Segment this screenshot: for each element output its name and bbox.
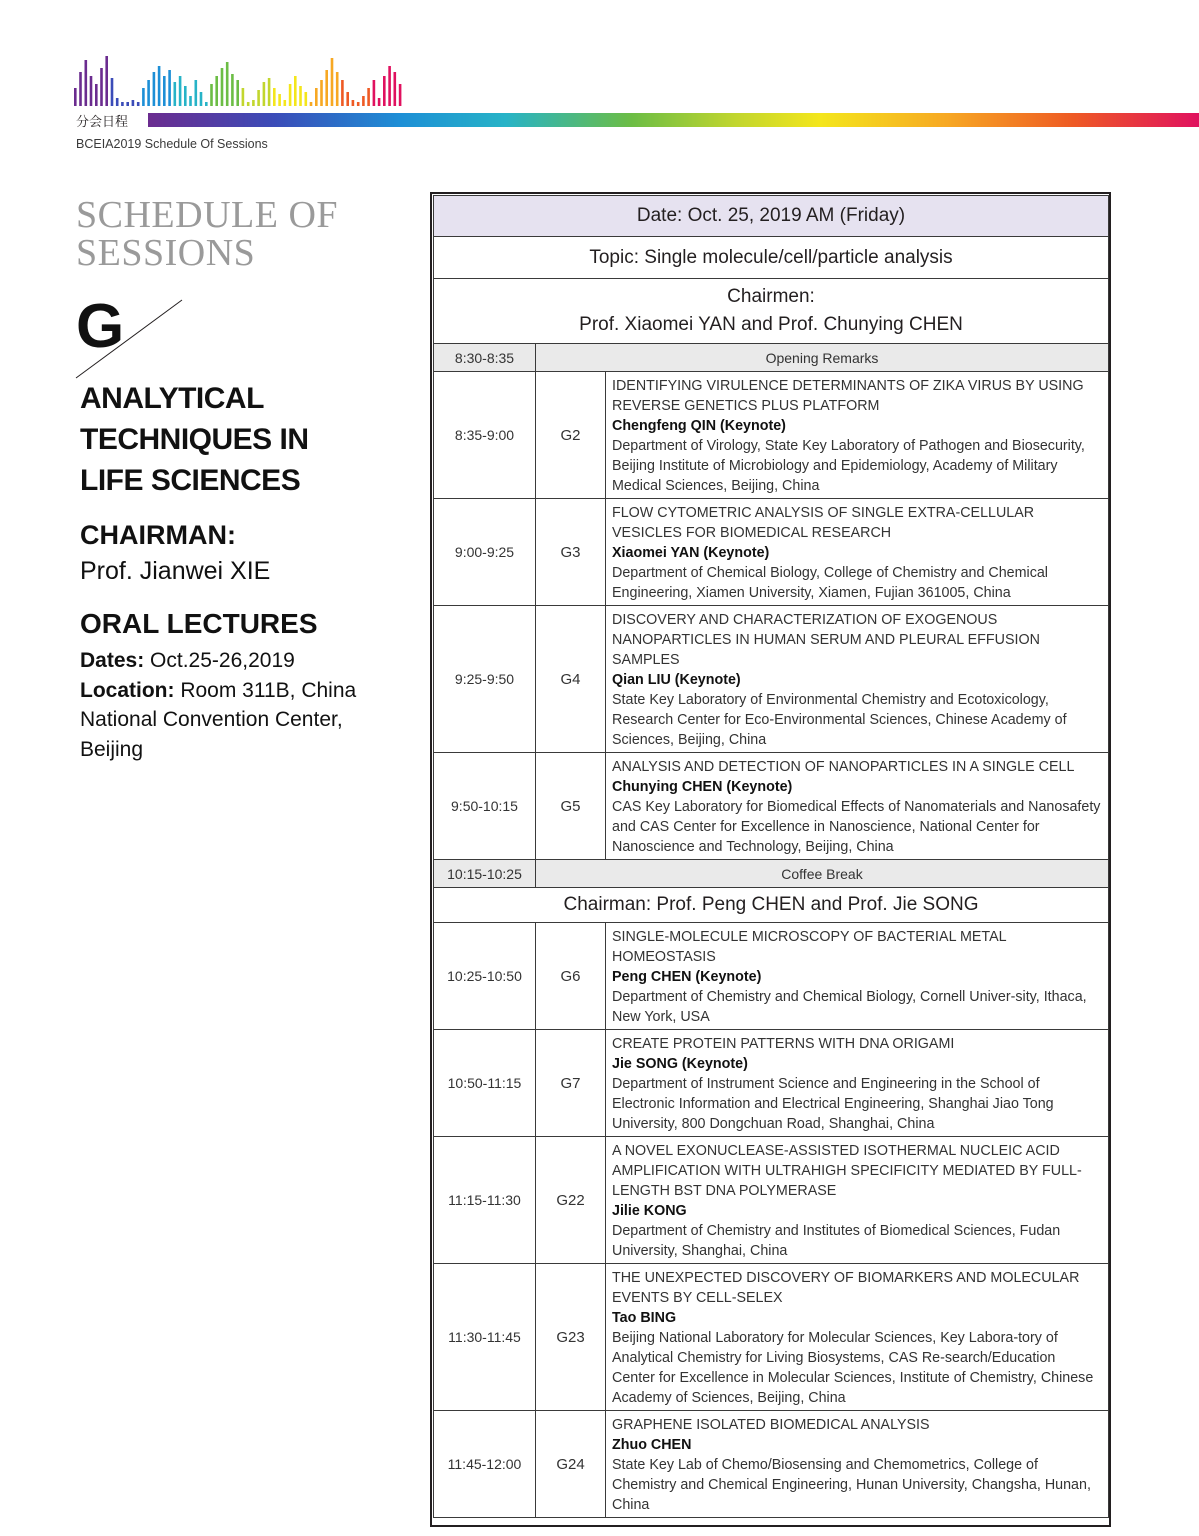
logo-bar [315, 88, 318, 106]
talk-time: 9:25-9:50 [434, 606, 536, 753]
session-title-line-2: TECHNIQUES IN [80, 423, 309, 456]
talk-speaker: Peng CHEN (Keynote) [612, 968, 762, 985]
logo-bar [378, 98, 381, 106]
header-gradient-line [148, 113, 1199, 127]
logo-bar [226, 62, 229, 106]
talk-row [434, 753, 1109, 860]
date-row [434, 196, 1109, 237]
talk-time: 11:30-11:45 [434, 1264, 536, 1411]
dates-value: Oct.25-26,2019 [144, 649, 295, 672]
logo-bar [247, 102, 250, 106]
logo-bar [299, 86, 302, 106]
talk-code: G6 [536, 923, 606, 1030]
talk-time: 9:00-9:25 [434, 499, 536, 606]
logo-bar [221, 68, 224, 106]
chairmen-row [434, 279, 1109, 344]
talk-time: 11:15-11:30 [434, 1137, 536, 1264]
talk-speaker: Chengfeng QIN (Keynote) [612, 417, 786, 434]
logo-bar [383, 76, 386, 106]
talk-title: IDENTIFYING VIRULENCE DETERMINANTS OF ZIKA VIRUS BY USING REVERSE GENETICS PLUS PLATFORM [612, 377, 1084, 414]
logo-bar [373, 80, 376, 106]
chairman2-cell: Chairman: Prof. Peng CHEN and Prof. Jie SONG [434, 888, 1109, 923]
logo-bar [121, 102, 124, 106]
logo-bar [163, 76, 166, 106]
talk-details [606, 372, 1109, 499]
logo-bar [325, 70, 328, 106]
talk-title: FLOW CYTOMETRIC ANALYSIS OF SINGLE EXTRA-CELLULAR VESICLES FOR BIOMEDICAL RESEARCH [612, 504, 1035, 541]
logo-bar [284, 100, 287, 106]
talk-row [434, 1137, 1109, 1264]
talk-details [606, 499, 1109, 606]
talk-affiliation: Department of Chemistry and Institutes of Biomedical Sciences, Fudan University, Shanghai, China [612, 1222, 1061, 1259]
logo-bar [111, 78, 114, 106]
talk-title: GRAPHENE ISOLATED BIOMEDICAL ANALYSIS [612, 1416, 930, 1433]
logo-bar [142, 88, 145, 106]
talk-code: G7 [536, 1030, 606, 1137]
session-title [80, 378, 309, 501]
logo-bar [231, 74, 234, 106]
talk-details [606, 923, 1109, 1030]
header-subtitle: BCEIA2019 Schedule Of Sessions [76, 137, 268, 151]
talk-title: CREATE PROTEIN PATTERNS WITH DNA ORIGAMI [612, 1035, 955, 1052]
topic-cell: Topic: Single molecule/cell/particle analysis [434, 237, 1109, 279]
talk-title: SINGLE-MOLECULE MICROSCOPY OF BACTERIAL METAL HOMEOSTASIS [612, 928, 1007, 965]
coffee-label: Coffee Break [536, 860, 1109, 888]
talk-code: G23 [536, 1264, 606, 1411]
session-title-line-1: ANALYTICAL [80, 382, 264, 415]
logo-bar [331, 58, 334, 106]
logo-bar [257, 90, 260, 106]
talk-time: 10:25-10:50 [434, 923, 536, 1030]
logo-bar [252, 100, 255, 106]
logo-bar [362, 96, 365, 106]
logo-bar [394, 72, 397, 106]
talk-affiliation: State Key Lab of Chemo/Biosensing and Chemometrics, College of Chemistry and Chemical Engineering, Hunan University, Changsha, Hunan, China [612, 1456, 1091, 1513]
session-letter: G [76, 292, 125, 361]
location-value: Room 311B, China National Convention Center, Beijing [80, 678, 357, 761]
chairman2-row [434, 888, 1109, 923]
oral-lectures-label: ORAL LECTURES [80, 608, 318, 639]
talk-details [606, 1137, 1109, 1264]
logo-bar [90, 76, 93, 106]
talk-code: G22 [536, 1137, 606, 1264]
opening-label: Opening Remarks [536, 344, 1109, 372]
chairmen-cell [434, 279, 1109, 344]
session-info [80, 646, 410, 764]
logo-bar [210, 84, 213, 106]
talk-code: G2 [536, 372, 606, 499]
talk-affiliation: State Key Laboratory of Environmental Chemistry and Ecotoxicology, Research Center for Eco-Environmental Sciences, Chinese Academy of Sciences, Beijing, China [612, 691, 1067, 748]
talk-time: 8:35-9:00 [434, 372, 536, 499]
logo-bar [95, 84, 98, 106]
logo-bar [147, 80, 150, 106]
session-title-line-3: LIFE SCIENCES [80, 464, 301, 497]
talk-code: G3 [536, 499, 606, 606]
talk-time: 10:50-11:15 [434, 1030, 536, 1137]
bceia-logo-bars [74, 48, 404, 106]
talk-details [606, 1411, 1109, 1518]
logo-bar [305, 92, 308, 106]
talk-code: G24 [536, 1411, 606, 1518]
logo-bar [179, 76, 182, 106]
talk-title: DISCOVERY AND CHARACTERIZATION OF EXOGENOUS NANOPARTICLES IN HUMAN SERUM AND PLEURAL EFFUSION SAMPLES [612, 611, 1040, 668]
talk-affiliation: CAS Key Laboratory for Biomedical Effects of Nanomaterials and Nanosafety and CAS Center for Excellence in Nanoscience, National Center for Nanoscience and Technology, Beijing, China [612, 798, 1101, 855]
logo-bar [184, 86, 187, 106]
logo-bar [341, 80, 344, 106]
logo-bar [346, 92, 349, 106]
talk-row [434, 923, 1109, 1030]
talk-details [606, 753, 1109, 860]
logo-bar [126, 102, 129, 106]
talk-speaker: Qian LIU (Keynote) [612, 671, 741, 688]
logo-bar [215, 76, 218, 106]
logo-bar [174, 82, 177, 106]
logo-bar [388, 66, 391, 106]
talk-speaker: Chunying CHEN (Keynote) [612, 778, 793, 795]
logo-bar [79, 72, 82, 106]
title-line-2: SESSIONS [76, 232, 256, 274]
opening-time: 8:30-8:35 [434, 344, 536, 372]
dates-label: Dates: [80, 649, 145, 672]
opening-row [434, 344, 1109, 372]
chairman-label: CHAIRMAN: [80, 520, 236, 550]
topic-row [434, 237, 1109, 279]
logo-bar [85, 60, 88, 106]
talk-affiliation: Department of Chemistry and Chemical Biology, Cornell Univer-sity, Ithaca, New York, USA [612, 988, 1087, 1025]
talk-time: 11:45-12:00 [434, 1411, 536, 1518]
talk-speaker: Tao BING [612, 1309, 677, 1326]
talk-affiliation: Department of Instrument Science and Engineering in the School of Electronic Information and Electrical Engineering, Shanghai Jiao Tong University, 800 Dongchuan Road, Shanghai, China [612, 1075, 1054, 1132]
logo-bar [74, 88, 77, 106]
logo-bar [200, 92, 203, 106]
talk-speaker: Xiaomei YAN (Keynote) [612, 544, 770, 561]
schedule-table [433, 195, 1109, 1518]
logo-bar [189, 96, 192, 106]
logo-bar [205, 102, 208, 106]
talk-code: G4 [536, 606, 606, 753]
talk-speaker: Jie SONG (Keynote) [612, 1055, 748, 1072]
talk-affiliation: Department of Virology, State Key Laboratory of Pathogen and Biosecurity, Beijing Institute of Microbiology and Epidemiology, Academy of Military Medical Sciences, Beijing, China [612, 437, 1085, 494]
chairman-name: Prof. Jianwei XIE [80, 557, 271, 585]
logo-bar [132, 100, 135, 106]
logo-bar [153, 72, 156, 106]
logo-bar [137, 102, 140, 106]
talk-title: THE UNEXPECTED DISCOVERY OF BIOMARKERS AND MOLECULAR EVENTS BY CELL-SELEX [612, 1269, 1080, 1306]
logo-bar [168, 70, 171, 106]
talk-code: G5 [536, 753, 606, 860]
talk-details [606, 1264, 1109, 1411]
logo-bar [158, 66, 161, 106]
logo-bar [116, 98, 119, 106]
coffee-time: 10:15-10:25 [434, 860, 536, 888]
talk-row [434, 1264, 1109, 1411]
title-line-1: SCHEDULE OF [76, 194, 339, 236]
logo-bar [310, 102, 313, 106]
schedule-of-sessions-title [76, 196, 338, 272]
talk-speaker: Jilie KONG [612, 1202, 687, 1219]
talk-row [434, 372, 1109, 499]
logo-bar [367, 88, 370, 106]
decorative-slash [74, 292, 184, 380]
logo-bar [357, 102, 360, 106]
location-label: Location: [80, 678, 175, 702]
logo-bar [352, 100, 355, 106]
logo-bar [195, 80, 198, 106]
logo-bar [100, 68, 103, 106]
chairmen-label: Chairmen: [727, 286, 815, 307]
logo-bar [399, 84, 402, 106]
header-cn-label: 分会日程 [76, 115, 129, 130]
talk-details [606, 1030, 1109, 1137]
location-line [80, 676, 410, 765]
logo-bar [236, 80, 239, 106]
logo-bar [268, 78, 271, 106]
talk-affiliation: Department of Chemical Biology, College of Chemistry and Chemical Engineering, Xiamen University, Xiamen, Fujian 361005, China [612, 564, 1048, 601]
date-cell: Date: Oct. 25, 2019 AM (Friday) [434, 196, 1109, 237]
talk-row [434, 606, 1109, 753]
logo-bar [320, 80, 323, 106]
logo-bar [273, 88, 276, 106]
logo-bar [242, 88, 245, 106]
talk-time: 9:50-10:15 [434, 753, 536, 860]
talk-row [434, 499, 1109, 606]
logo-bar [105, 56, 108, 106]
logo-bar [336, 72, 339, 106]
coffee-break-row [434, 860, 1109, 888]
logo-bar [278, 94, 281, 106]
logo-bar [289, 84, 292, 106]
talk-title: ANALYSIS AND DETECTION OF NANOPARTICLES IN A SINGLE CELL [612, 758, 1075, 775]
talk-row [434, 1030, 1109, 1137]
talk-affiliation: Beijing National Laboratory for Molecular Sciences, Key Labora-tory of Analytical Chemistry for Living Biosystems, CAS Re-search/Education Center for Excellence in Molecular Sciences, Institute of Chemistry, Chinese Academy of Sciences, Beijing, China [612, 1329, 1094, 1406]
talk-speaker: Zhuo CHEN [612, 1436, 692, 1453]
talk-details [606, 606, 1109, 753]
talk-row [434, 1411, 1109, 1518]
dates-line [80, 646, 410, 676]
talk-title: A NOVEL EXONUCLEASE-ASSISTED ISOTHERMAL NUCLEIC ACID AMPLIFICATION WITH ULTRAHIGH SPECIFICITY MEDIATED BY FULL-LENGTH BST DNA POLYMERASE [612, 1142, 1082, 1199]
logo-bar [294, 76, 297, 106]
logo-bar [263, 82, 266, 106]
chairmen-names: Prof. Xiaomei YAN and Prof. Chunying CHEN [579, 314, 963, 335]
